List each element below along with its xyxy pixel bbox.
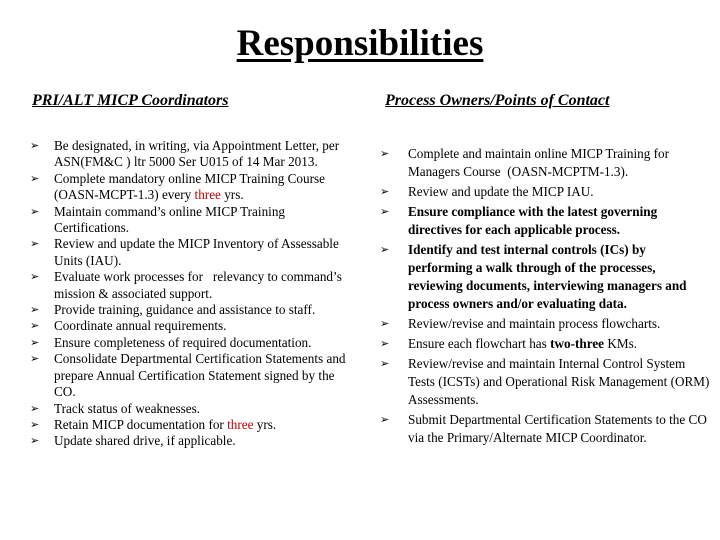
arrow-bullet-icon: ➢ [380, 185, 390, 198]
arrow-bullet-icon: ➢ [30, 335, 40, 349]
list-item: ➢ Complete mandatory online MICP Training Course (OASN-MCPT-1.3) every three yrs. [30, 170, 325, 203]
list-item: ➢ Ensure each flowchart has two-three KMs. [380, 336, 638, 351]
arrow-bullet-icon: ➢ [30, 303, 40, 317]
arrow-bullet-icon: ➢ [30, 417, 40, 431]
list-item: ➢ Ensure completeness of required documentation. [30, 334, 312, 350]
left-column-heading: PRI/ALT MICP Coordinators [32, 92, 229, 109]
emphasis-text: two-three [550, 336, 605, 351]
list-item: ➢ Evaluate work processes for relevancy to command’s mission & associated support. [30, 269, 346, 301]
arrow-bullet-icon: ➢ [380, 243, 390, 256]
arrow-bullet-icon: ➢ [30, 270, 40, 284]
list-item: ➢ Review/revise and maintain Internal Control System Tests (ICSTs) and Operational Risk Management (ORM) Assessments. [380, 356, 710, 407]
right-column-heading: Process Owners/Points of Contact [385, 92, 610, 109]
list-item: ➢ Coordinate annual requirements. [30, 318, 227, 334]
list-item: ➢ Complete and maintain online MICP Training for Managers Course (OASN-MCPTM-1.3). [380, 146, 673, 179]
arrow-bullet-icon: ➢ [30, 401, 40, 415]
arrow-bullet-icon: ➢ [380, 147, 390, 160]
arrow-bullet-icon: ➢ [30, 237, 40, 251]
arrow-bullet-icon: ➢ [380, 337, 390, 350]
arrow-bullet-icon: ➢ [380, 205, 390, 218]
arrow-bullet-icon: ➢ [30, 319, 40, 333]
list-item: ➢ Retain MICP documentation for three yrs. [30, 416, 277, 432]
arrow-bullet-icon: ➢ [30, 139, 40, 152]
list-item: ➢ Be designated, in writing, via Appointment Letter, per ASN(FM&C ) ltr 5000 Ser U015 of 14 Mar 2013. [30, 138, 340, 170]
list-item: ➢ Update shared drive, if applicable. [30, 433, 236, 449]
list-item: ➢ Consolidate Departmental Certification Statements and prepare Annual Certification Statement signed by the CO. [30, 351, 346, 400]
list-item: ➢ Identify and test internal controls (ICs) by performing a walk through of the processes, reviewing documents, interviewing managers and process owners and/or evaluating data. [380, 242, 687, 311]
arrow-bullet-icon: ➢ [380, 317, 390, 330]
list-item: ➢ Track status of weaknesses. [30, 400, 201, 416]
highlight-text: three [194, 187, 221, 203]
arrow-bullet-icon: ➢ [30, 171, 40, 185]
arrow-bullet-icon: ➢ [30, 352, 40, 366]
list-item: ➢ Review and update the MICP Inventory of Assessable Units (IAU). [30, 236, 339, 268]
arrow-bullet-icon: ➢ [30, 434, 40, 448]
list-item: ➢ Ensure compliance with the latest governing directives for each applicable process. [380, 204, 658, 237]
list-item: ➢ Submit Departmental Certification Statements to the CO via the Primary/Alternate MICP Coordinator. [380, 412, 707, 445]
page-title: Responsibilities [236, 23, 484, 64]
process-owner-responsibilities-list [380, 145, 710, 447]
list-item: ➢ Review and update the MICP IAU. [380, 184, 594, 199]
arrow-bullet-icon: ➢ [30, 204, 40, 218]
list-item: ➢ Review/revise and maintain process flowcharts. [380, 316, 661, 331]
list-item: ➢ Maintain command’s online MICP Training Certifications. [30, 203, 286, 236]
arrow-bullet-icon: ➢ [380, 357, 390, 370]
arrow-bullet-icon: ➢ [380, 413, 390, 426]
highlight-text: three [227, 416, 254, 432]
coordinator-responsibilities-list [30, 138, 350, 450]
list-item: ➢ Provide training, guidance and assistance to staff. [30, 302, 316, 318]
